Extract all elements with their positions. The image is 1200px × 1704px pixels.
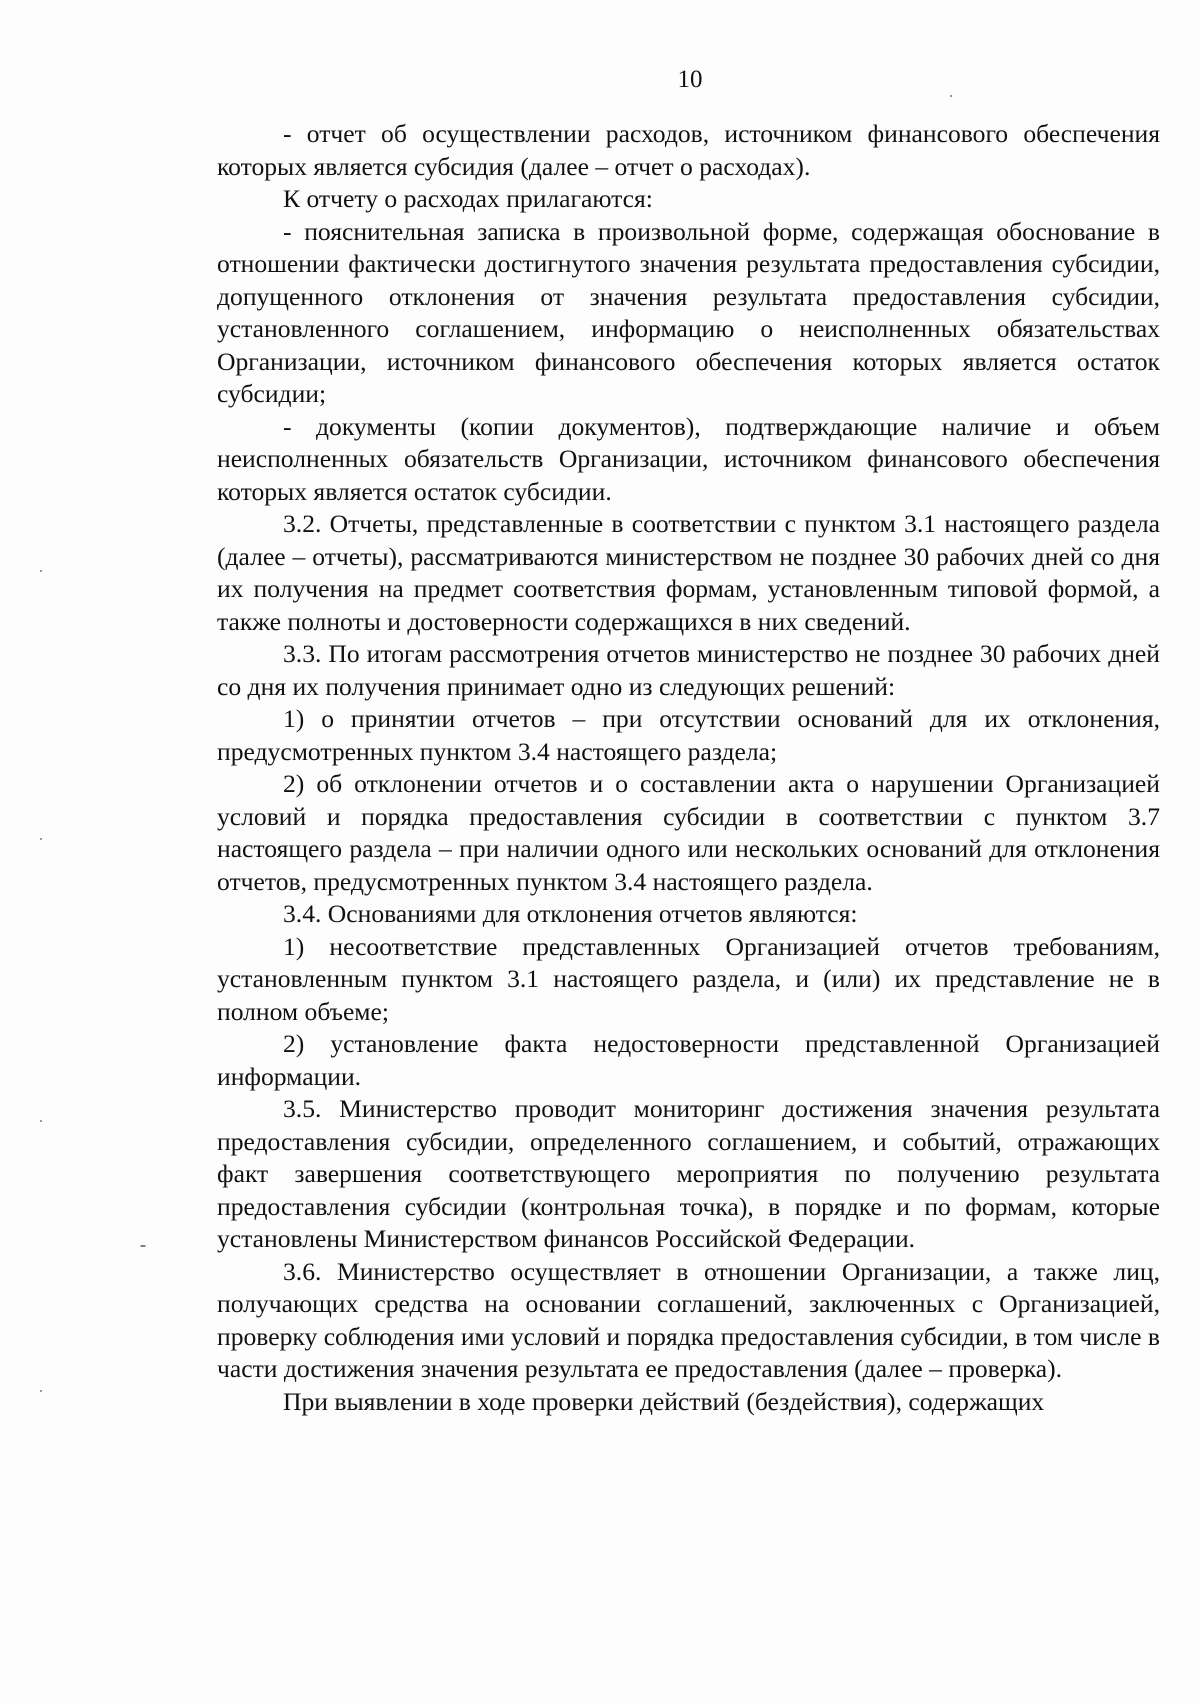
- scan-speck: [40, 570, 42, 572]
- scan-speck: [140, 1245, 146, 1247]
- paragraph-attachments-intro: К отчету о расходах прилагаются:: [283, 184, 653, 213]
- paragraph-section-3-4: 3.4. Основаниями для отклонения отчетов являются:: [283, 899, 858, 928]
- paragraph-violation-findings: При выявлении в ходе проверки действий (бездействия), содержащих: [283, 1386, 1045, 1416]
- paragraph-decision-accept: 1) о принятии отчетов – при отсутствии оснований для их отклонения, предусмотренных пунктом 3.4 настоящего раздела;: [217, 704, 1160, 766]
- paragraph-decision-reject: 2) об отклонении отчетов и о составлении акта о нарушении Организацией условий и порядка предоставления субсидии в соответствии с пунктом 3.7 настоящего раздела – при наличии одного или нескольких оснований для отклонения отчетов, предусмотренных пунктом 3.4 настоящего раздела.: [217, 769, 1160, 896]
- scan-speck: [950, 95, 952, 97]
- paragraph-reason-unreliable-info: 2) установление факта недостоверности представленной Организацией информации.: [217, 1029, 1160, 1091]
- paragraph-supporting-documents: - документы (копии документов), подтверждающие наличие и объем неисполненных обязательств Организации, источником финансового обеспечения которых является остаток субсидии.: [217, 411, 1160, 506]
- paragraph-section-3-6: 3.6. Министерство осуществляет в отношении Организации, а также лиц, получающих средства на основании соглашений, заключенных с Организацией, проверку соблюдения ими условий и порядка предоставления субсидии, в том числе в части достижения значения результата ее предоставления (далее – проверка).: [217, 1256, 1160, 1383]
- scan-speck: [40, 838, 42, 840]
- paragraph-reason-nonconformity: 1) несоответствие представленных Организацией отчетов требованиям, установленным пунктом 3.1 настоящего раздела, и (или) их представление не в полном объеме;: [217, 931, 1160, 1026]
- paragraph-section-3-2: 3.2. Отчеты, представленные в соответствии с пунктом 3.1 настоящего раздела (далее – отчеты), рассматриваются министерством не позднее 30 рабочих дней со дня их получения на предмет соответствия формам, установленным типовой формой, а также полноты и достоверности содержащихся в них сведений.: [217, 509, 1160, 636]
- scan-speck: [40, 1120, 42, 1122]
- scan-speck: [40, 1390, 42, 1392]
- paragraph-section-3-5: 3.5. Министерство проводит мониторинг достижения значения результата предоставления субсидии, определенного соглашением, и событий, отражающих факт завершения соответствующего мероприятия по получению результата предоставления субсидии (контрольная точка), в порядке и по формам, которые установлены Министерством финансов Российской Федерации.: [217, 1094, 1160, 1253]
- paragraph-section-3-3: 3.3. По итогам рассмотрения отчетов министерство не позднее 30 рабочих дней со дня их получения принимает одно из следующих решений:: [217, 639, 1160, 701]
- paragraph-explanatory-note: - пояснительная записка в произвольной форме, содержащая обоснование в отношении фактически достигнутого значения результата предоставления субсидии, допущенного отклонения от значения результата предоставления субсидии, установленного соглашением, информацию о неисполненных обязательствах Организации, источником финансового обеспечения которых является остаток субсидии;: [217, 216, 1160, 408]
- page-number: 10: [677, 66, 703, 93]
- paragraph-expense-report: - отчет об осуществлении расходов, источником финансового обеспечения которых является субсидия (далее – отчет о расходах).: [217, 119, 1160, 181]
- document-body: [217, 118, 1160, 1418]
